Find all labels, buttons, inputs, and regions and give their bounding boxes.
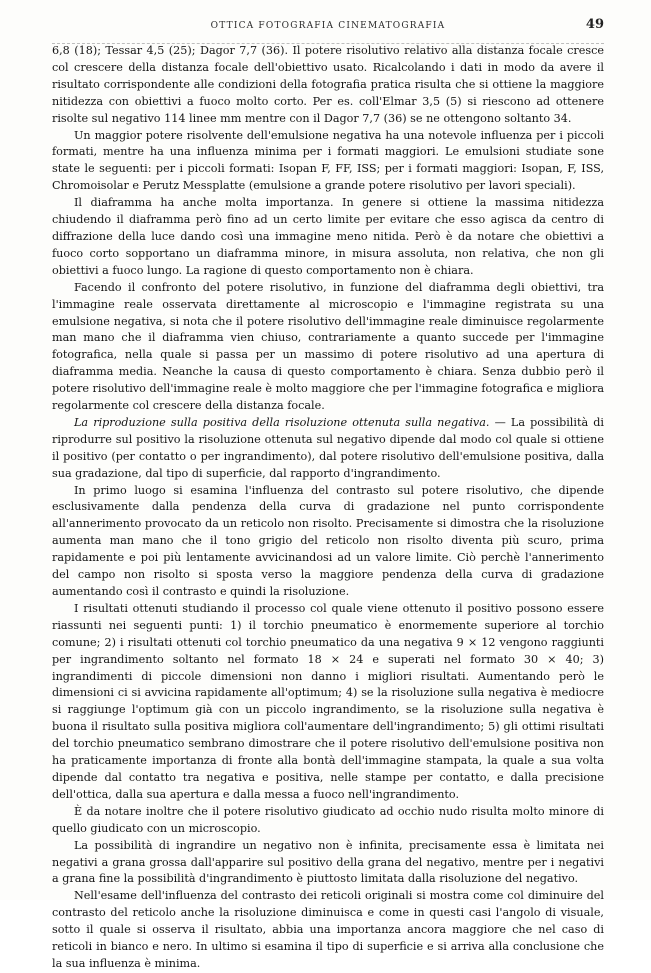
paragraph-continuation: 6,8 (18); Tessar 4,5 (25); Dagor 7,7 (36). Il potere risolutivo relativo alla distanza focale cresce col crescere della distanza focale dell'obiettivo usato. Ricalcolando i dati in modo da avere il risultato corrispondente alle condizioni della fotografia pratica risulta che si ottiene la maggiore nitidezza con obiettivi a fuoco molto corto. Per es. coll'Elmar 3,5 (5) si riescono ad ottenere risolte sul negativo 114 linee mm mentre con il Dagor 7,7 (36) se ne ottengono soltanto 34. bbox=[52, 44, 604, 125]
paragraph-diaphragm: Il diaframma ha anche molta importanza. In genere si ottiene la massima nitidezza chiudendo il diaframma però fino ad un certo limite per evitare che esso agisca da centro di diffrazione della luce dando così una immagine meno nitida. Però è da notare che obiettivi a fuoco corto sopportano un diaframma minore, in misura assoluta, non relativa, che non gli obiettivi a fuoco lungo. La ragione di questo comportamento non è chiara. bbox=[52, 196, 604, 277]
body-text bbox=[52, 43, 604, 973]
paragraph-contrast: In primo luogo si esamina l'influenza del contrasto sul potere risolutivo, che dipende esclusivamente dalla pendenza della curva di gradazione nel punto corrispondente all'annerimento provocato da un reticolo non risolto. Precisamente si dimostra che la risoluzione aumenta man mano che il tono grigio del reticolo non risolto diventa più scuro, prima rapidamente e poi più lentamente avvicinandosi ad un valore limite. Ciò perchè l'annerimento del campo non risolto si sposta verso la maggiore pendenza della curva di gradazione aumentando così il contrasto e quindi la risoluzione. bbox=[52, 483, 604, 598]
section-paragraph bbox=[52, 415, 604, 483]
section-dash: — bbox=[494, 415, 506, 429]
paragraph-comparison: Facendo il confronto del potere risolutivo, in funzione del diaframma degli obiettivi, tra l'immagine reale osservata direttamente al microscopio e l'immagine registrata su una emulsione negativa, si nota che il potere risolutivo dell'immagine reale diminuisce regolarmente man mano che il diaframma vien chiuso, contrariamente a quanto succede per l'immagine fotografica, nella quale si passa per un massimo di potere risolutivo ad una apertura di diaframma media. Neanche la causa di questo comportamento è chiara. Senza dubbio però il potere risolutivo dell'immagine reale è molto maggiore che per l'immagine fotografica e migliora regolarmente col crescere della distanza focale. bbox=[52, 280, 604, 413]
paragraph-enlargement: La possibilità di ingrandire un negativo non è infinita, precisamente essa è limitata nei negativi a grana grossa dall'apparire sul positivo della grana del negativo, mentre per i negativi a grana fine la possibilità d'ingrandimento è piuttosto limitata dalla risoluzione del negativo. bbox=[52, 838, 604, 886]
page-number: 49 bbox=[585, 17, 604, 32]
paragraph-naked-eye: È da notare inoltre che il potere risolutivo giudicato ad occhio nudo risulta molto minore di quello giudicato con un microscopio. bbox=[52, 804, 604, 835]
paragraph-reticle-contrast: Nell'esame dell'influenza del contrasto dei reticoli originali si mostra come col diminuire del contrasto del reticolo anche la risoluzione diminuisca e come in questi casi l'angolo di visuale, sotto il quale si osserva il risultato, abbia una importanza ancora maggiore che nel caso di reticoli in bianco e nero. In ultimo si esamina il tipo di superficie e si arriva alla conclusione che la sua influenza è minima. bbox=[52, 889, 604, 970]
section-title: La riproduzione sulla positiva della risoluzione ottenuta sulla negativa. bbox=[74, 415, 490, 429]
paragraph-emulsion: Un maggior potere risolvente dell'emulsione negativa ha una notevole influenza per i piccoli formati, mentre ha una influenza minima per i formati maggiori. Le emulsioni studiate sone state le seguenti: per i piccoli formati: Isopan F, FF, ISS; per i formati maggiori: Isopan, F, ISS, Chromoisolar e Perutz Messplatte (emulsione a grande potere risolutivo per lavori speciali). bbox=[52, 128, 604, 193]
running-title: OTTICA FOTOGRAFIA CINEMATOGRAFIA bbox=[210, 21, 446, 31]
page-header bbox=[52, 17, 604, 37]
paragraph-results: I risultati ottenuti studiando il processo col quale viene ottenuto il positivo possono essere riassunti nei seguenti punti: 1) il torchio pneumatico è enormemente superiore al torchio comune; 2) i risultati ottenuti col torchio pneumatico da una negativa 9 × 12 vengono raggiunti per ingrandimento soltanto nel formato 18 × 24 e superati nel formato 30 × 40; 3) ingrandimenti di piccole dimensioni non danno i migliori risultati. Aumentando però le dimensioni ci si avvicina rapidamente all'optimum; 4) se la risoluzione sulla negativa è mediocre si raggiunge l'optimum già con un piccolo ingrandimento, se la risoluzione sulla negativa è buona il risultato sulla positiva migliora coll'aumentare dell'ingrandimento; 5) gli ottimi risultati del torchio pneumatico sembrano dimostrare che il potere risolutivo dell'emulsione positiva non ha praticamente importanza di fronte alla bontà dell'immagine stampata, la quale a sua volta dipende dal contatto tra negativa e positiva, nelle stampe per contatto, e dalla precisione dell'ottica, dalla sua apertura e dalla messa a fuoco nell'ingrandimento. bbox=[52, 601, 604, 801]
section-lead: La possibilità di riprodurre sul positivo la risoluzione ottenuta sul negativo dipende dal modo col quale si ottiene il positivo (per contatto o per ingrandimento), dal potere risolutivo dell'emulsione positiva, dalla sua gradazione, dal tipo di superficie, dal rapporto d'ingrandimento. bbox=[52, 415, 604, 480]
